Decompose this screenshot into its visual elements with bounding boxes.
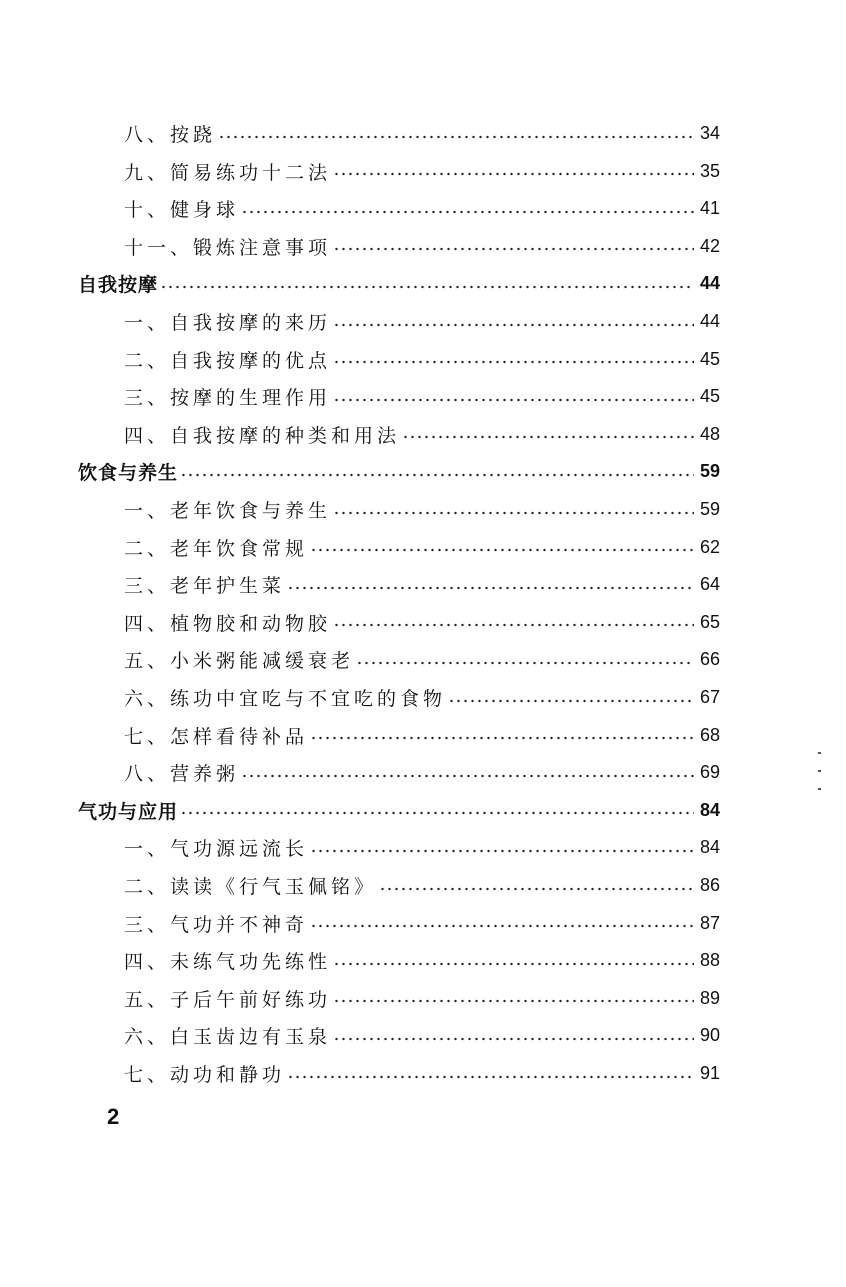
dot-leader xyxy=(333,398,694,402)
dot-leader xyxy=(333,172,694,176)
toc-entry-page: 62 xyxy=(699,536,720,557)
toc-entry-title: 一、自我按摩的来历 xyxy=(124,312,332,334)
dot-leader xyxy=(333,247,694,251)
toc-entry-title: 四、自我按摩的种类和用法 xyxy=(124,424,401,447)
toc-entry xyxy=(124,416,720,453)
toc-section xyxy=(78,453,720,490)
toc-entry-page: 84 xyxy=(699,837,720,858)
toc-entry-title: 九、简易练功十二法 xyxy=(124,161,332,184)
toc-entry-page: 48 xyxy=(699,423,720,444)
toc-entry-page: 86 xyxy=(699,875,720,895)
toc-entry-title: 二、老年饮食常规 xyxy=(124,537,309,560)
page-number: 2 xyxy=(107,1104,120,1129)
dot-leader xyxy=(218,135,694,139)
dot-leader xyxy=(333,511,694,515)
toc-entry-title: 三、老年护生菜 xyxy=(124,575,286,598)
toc-entry-title: 一、老年饮食与养生 xyxy=(124,500,332,522)
toc-entry-title: 二、读读《行气玉佩铭》 xyxy=(124,876,378,898)
toc-entry-title: 十一、锻炼注意事项 xyxy=(124,236,332,259)
toc-entry-page: 91 xyxy=(699,1063,720,1083)
dot-leader xyxy=(333,962,694,966)
toc-entry-title: 七、怎样看待补品 xyxy=(124,725,309,748)
toc-section xyxy=(78,265,720,302)
toc-entry-title: 六、练功中宜吃与不宜吃的食物 xyxy=(124,688,447,710)
toc-entry-title: 二、自我按摩的优点 xyxy=(124,349,332,372)
toc-entry xyxy=(124,153,720,190)
toc-entry-title: 八、营养粥 xyxy=(124,763,240,786)
dot-leader xyxy=(402,435,694,439)
toc-entry xyxy=(124,341,720,378)
toc-entry-page: 59 xyxy=(699,499,720,519)
toc-entry-title: 三、气功并不神奇 xyxy=(124,913,309,936)
dot-leader xyxy=(310,849,694,853)
toc-entry-page: 88 xyxy=(699,950,720,971)
toc-entry-page: 90 xyxy=(699,1025,720,1046)
toc-entry-title: 七、动功和静功 xyxy=(124,1064,286,1086)
toc-entry xyxy=(124,867,720,904)
dot-leader xyxy=(333,360,694,364)
toc-entry xyxy=(124,829,720,866)
toc-entry-page: 67 xyxy=(699,687,720,707)
toc-entry-title: 十、健身球 xyxy=(124,199,240,222)
dot-leader xyxy=(310,548,694,552)
toc-entry xyxy=(124,717,720,754)
toc-entry-page: 45 xyxy=(699,386,720,407)
toc-entry-title: 一、气功源远流长 xyxy=(124,838,309,861)
toc-section xyxy=(78,792,720,829)
toc-entry xyxy=(124,942,720,979)
dot-leader xyxy=(180,473,694,477)
toc-entry-title: 四、未练气功先练性 xyxy=(124,951,332,974)
dot-leader xyxy=(448,699,694,703)
toc-entry xyxy=(124,641,720,678)
toc-entry xyxy=(124,754,720,791)
dot-leader xyxy=(333,1037,694,1041)
toc-entry-page: 44 xyxy=(699,273,720,294)
toc-entry-title: 三、按摩的生理作用 xyxy=(124,387,332,410)
toc-entry xyxy=(124,679,720,716)
toc-entry-page: 68 xyxy=(699,724,720,745)
toc-entry xyxy=(124,1055,720,1092)
dot-leader xyxy=(356,661,694,665)
dot-leader xyxy=(180,811,694,815)
toc-entry xyxy=(124,190,720,227)
toc-entry-page: 69 xyxy=(699,762,720,783)
scan-specks xyxy=(818,752,824,792)
toc-entry-title: 五、子后午前好练功 xyxy=(124,988,332,1011)
dot-leader xyxy=(287,586,694,590)
toc-entry xyxy=(124,491,720,528)
toc-entry-page: 89 xyxy=(699,987,720,1008)
toc-entry-page: 84 xyxy=(699,799,720,820)
toc-entry xyxy=(124,905,720,942)
toc-entry xyxy=(124,228,720,265)
toc-entry-title: 气功与应用 xyxy=(78,800,179,823)
toc-entry xyxy=(124,566,720,603)
toc-entry-page: 44 xyxy=(699,311,720,331)
toc-entry-page: 87 xyxy=(699,912,720,933)
toc-entry xyxy=(124,980,720,1017)
toc-entry-page: 65 xyxy=(699,611,720,632)
dot-leader xyxy=(333,623,694,627)
toc-entry-page: 41 xyxy=(699,198,720,219)
dot-leader xyxy=(287,1075,694,1079)
toc-entry-title: 饮食与养生 xyxy=(78,462,179,485)
toc-entry-title: 自我按摩 xyxy=(78,274,159,297)
dot-leader xyxy=(241,210,694,214)
toc-entry xyxy=(124,303,720,340)
toc-entry xyxy=(124,115,720,152)
toc-entry-page: 45 xyxy=(699,348,720,369)
toc-entry-title: 八、按跷 xyxy=(124,124,217,146)
toc-entry-page: 42 xyxy=(699,235,720,256)
toc-entry xyxy=(124,1017,720,1054)
toc-entry-page: 64 xyxy=(699,574,720,595)
toc-entry-title: 五、小米粥能减缓衰老 xyxy=(124,650,355,673)
toc-entry xyxy=(124,529,720,566)
toc-entry-page: 59 xyxy=(699,461,720,482)
toc-entry xyxy=(124,604,720,641)
dot-leader xyxy=(333,999,694,1003)
toc-entry-title: 六、白玉齿边有玉泉 xyxy=(124,1026,332,1049)
dot-leader xyxy=(160,285,694,289)
toc-entry-page: 66 xyxy=(699,649,720,670)
toc-entry-page: 35 xyxy=(699,160,720,181)
toc-entry-title: 四、植物胶和动物胶 xyxy=(124,612,332,635)
dot-leader xyxy=(379,887,694,891)
toc-entry-page: 34 xyxy=(699,123,720,143)
dot-leader xyxy=(310,924,694,928)
dot-leader xyxy=(310,736,694,740)
dot-leader xyxy=(241,774,694,778)
dot-leader xyxy=(333,323,694,327)
toc-entry xyxy=(124,378,720,415)
